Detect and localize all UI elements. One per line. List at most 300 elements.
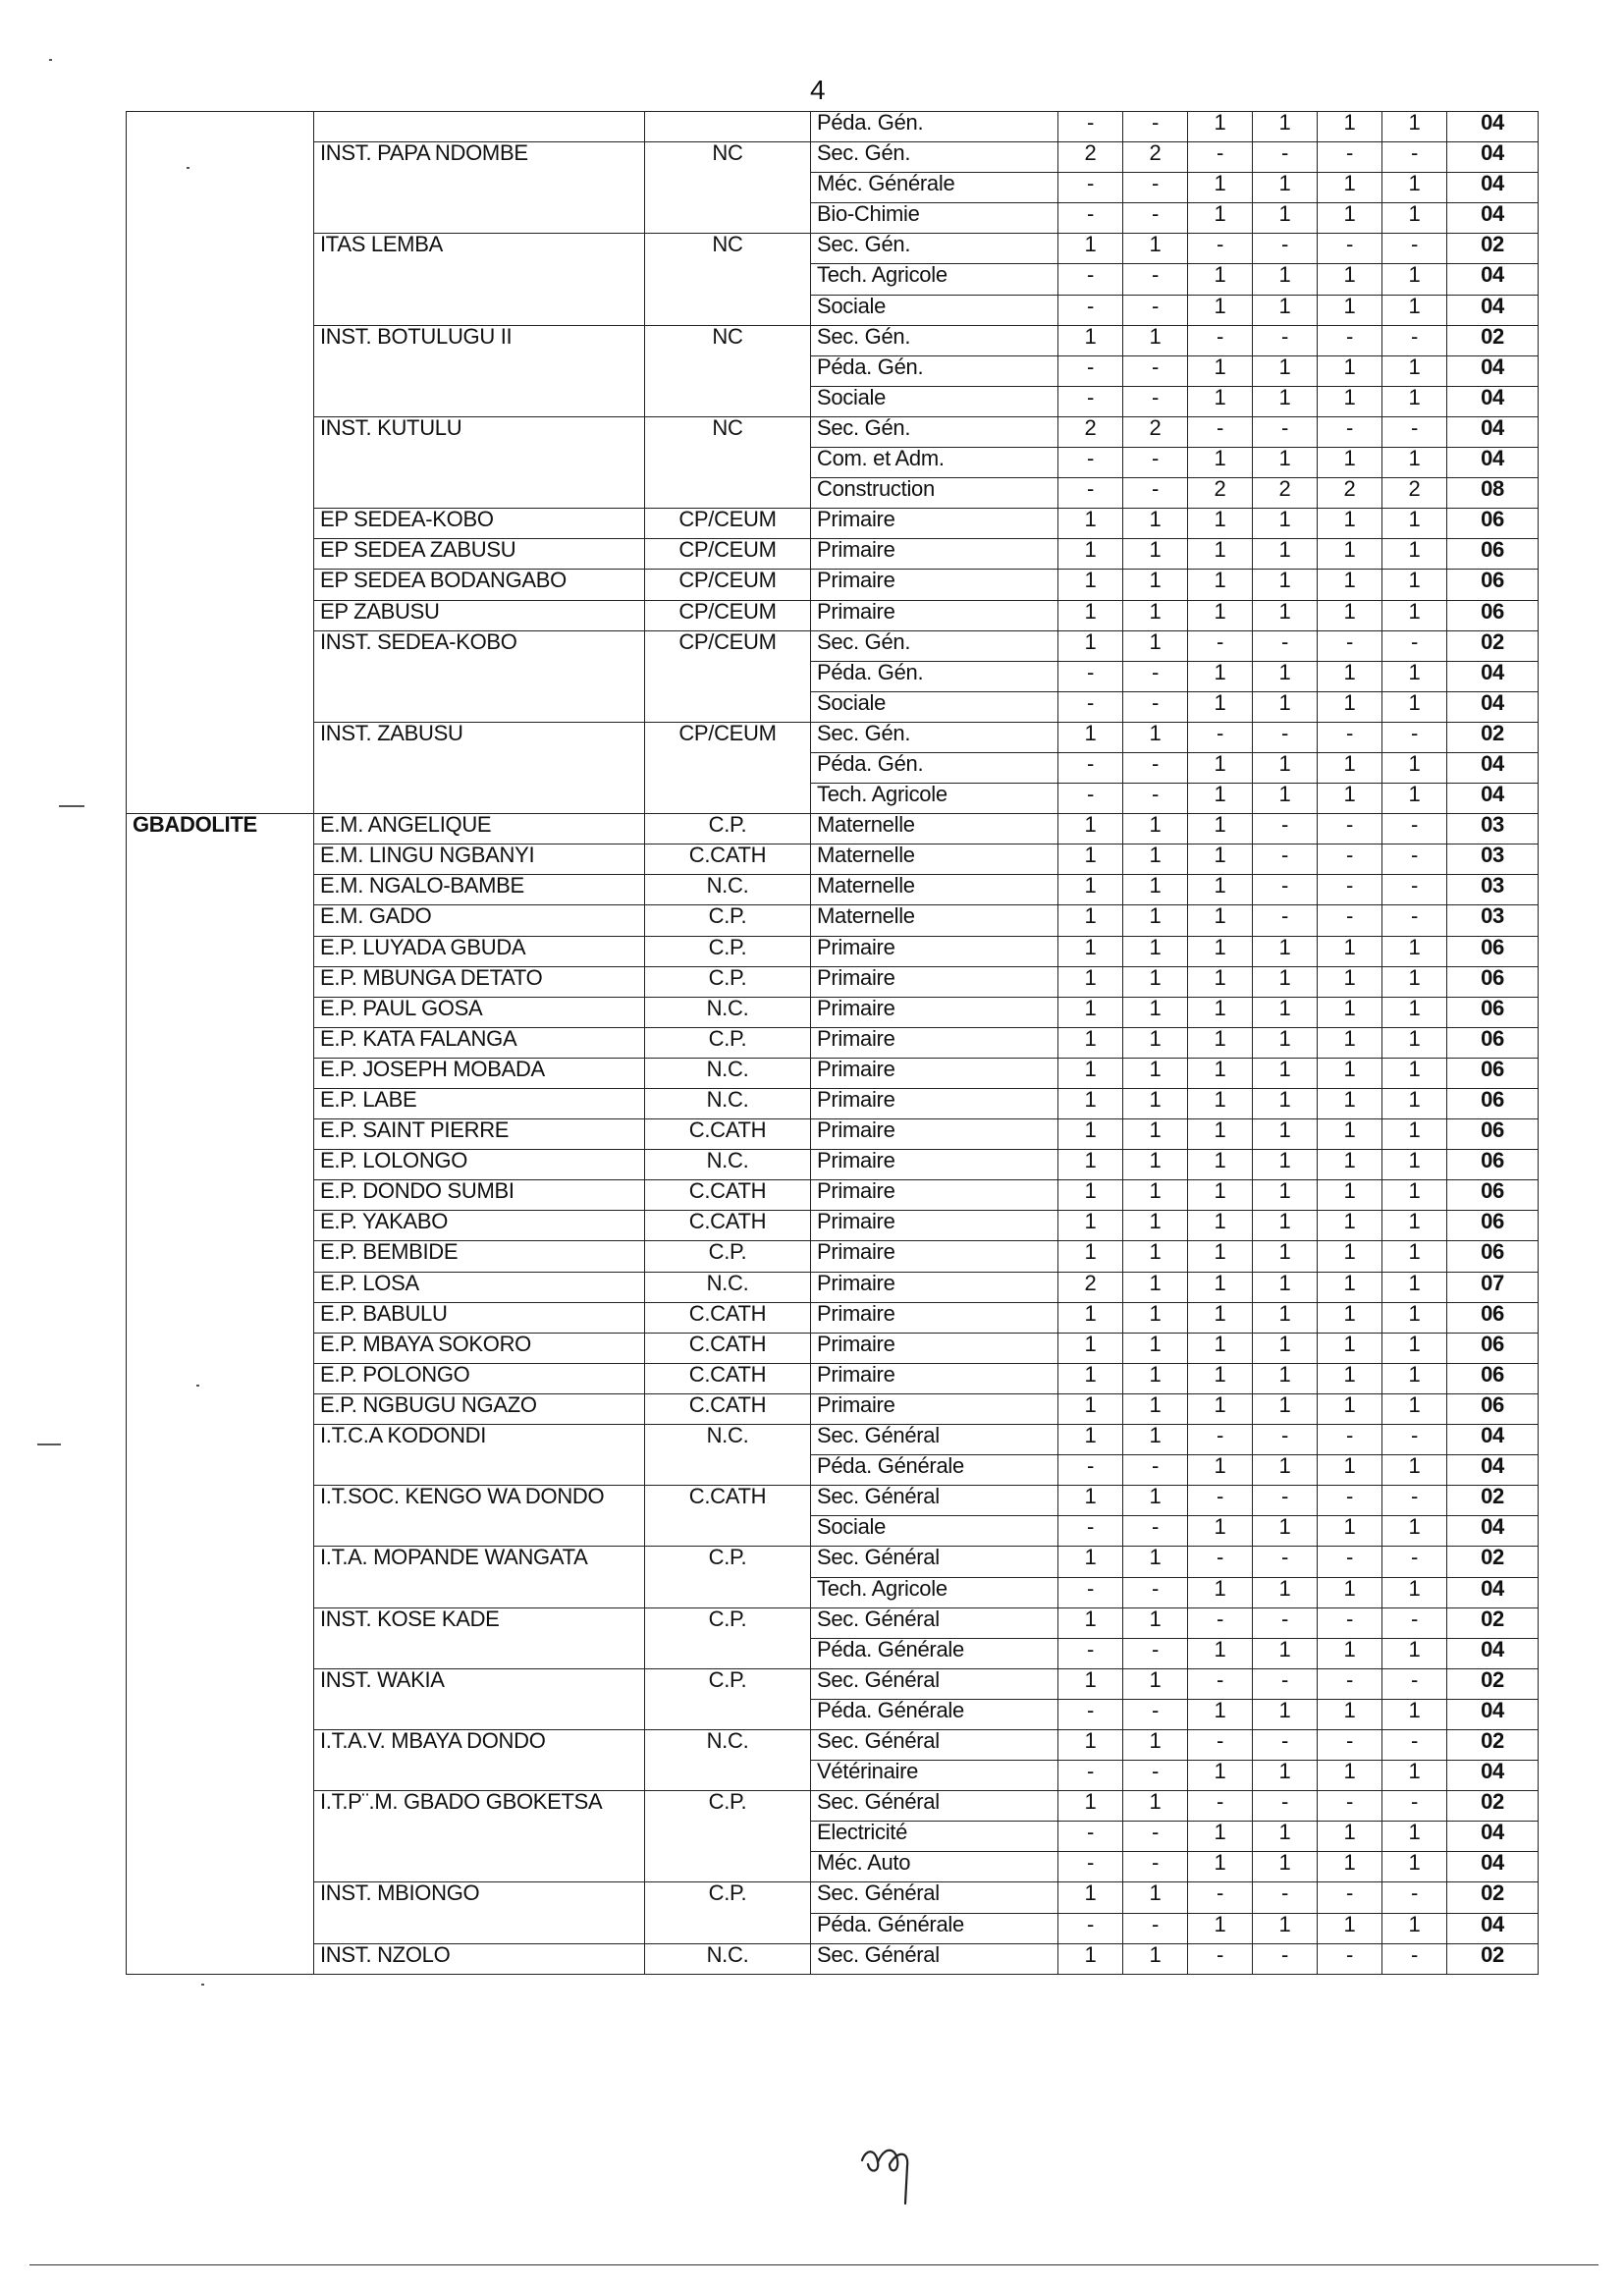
filiere-cell: Maternelle: [811, 875, 1058, 905]
class-count-cell: -: [1058, 112, 1123, 142]
class-count-cell: 1: [1123, 1241, 1188, 1272]
table-row: [127, 1729, 1539, 1760]
filiere-cell: Maternelle: [811, 844, 1058, 875]
class-count-cell: -: [1318, 416, 1382, 447]
class-count-cell: 1: [1318, 1211, 1382, 1241]
class-count-cell: 1: [1123, 1180, 1188, 1211]
class-count-cell: 1: [1123, 325, 1188, 355]
scan-mark: [37, 1444, 61, 1445]
class-count-cell: -: [1253, 630, 1318, 661]
total-cell: 04: [1447, 1699, 1539, 1729]
page-number: 4: [810, 75, 826, 105]
total-cell: 04: [1447, 203, 1539, 234]
filiere-cell: Maternelle: [811, 905, 1058, 936]
school-type-cell: C.P.: [645, 1241, 811, 1272]
class-count-cell: -: [1188, 1607, 1253, 1638]
class-count-cell: -: [1253, 1791, 1318, 1822]
total-cell: 06: [1447, 1089, 1539, 1119]
class-count-cell: 1: [1253, 1638, 1318, 1668]
table-row: [127, 966, 1539, 997]
class-count-cell: -: [1188, 234, 1253, 264]
class-count-cell: -: [1123, 1638, 1188, 1668]
class-count-cell: 1: [1253, 1180, 1318, 1211]
class-count-cell: 1: [1188, 1577, 1253, 1607]
class-count-cell: 1: [1123, 539, 1188, 570]
class-count-cell: 1: [1188, 784, 1253, 814]
class-count-cell: -: [1253, 1425, 1318, 1455]
total-cell: 06: [1447, 539, 1539, 570]
class-count-cell: 1: [1318, 1058, 1382, 1088]
class-count-cell: 1: [1382, 1455, 1447, 1486]
filiere-cell: Primaire: [811, 1241, 1058, 1272]
table-row: [127, 997, 1539, 1027]
filiere-cell: Sec. Gén.: [811, 416, 1058, 447]
class-count-cell: -: [1318, 1882, 1382, 1913]
class-count-cell: 1: [1253, 112, 1318, 142]
table-row: [127, 1150, 1539, 1180]
school-name-cell: E.P. YAKABO: [314, 1211, 645, 1241]
class-count-cell: 1: [1188, 355, 1253, 386]
total-cell: 04: [1447, 173, 1539, 203]
total-cell: 02: [1447, 1547, 1539, 1577]
class-count-cell: 1: [1188, 1913, 1253, 1943]
total-cell: 06: [1447, 1302, 1539, 1333]
total-cell: 04: [1447, 1822, 1539, 1852]
class-count-cell: 1: [1188, 509, 1253, 539]
class-count-cell: 1: [1253, 1089, 1318, 1119]
class-count-cell: -: [1318, 234, 1382, 264]
school-name-cell: E.P. BABULU: [314, 1302, 645, 1333]
class-count-cell: 1: [1318, 1455, 1382, 1486]
class-count-cell: 1: [1188, 1761, 1253, 1791]
school-type-cell: CP/CEUM: [645, 600, 811, 630]
school-name-cell: E.P. LUYADA GBUDA: [314, 936, 645, 966]
total-cell: 06: [1447, 1150, 1539, 1180]
class-count-cell: 1: [1188, 1089, 1253, 1119]
school-type-cell: C.P.: [645, 1882, 811, 1943]
class-count-cell: 1: [1253, 1577, 1318, 1607]
class-count-cell: 1: [1253, 1822, 1318, 1852]
class-count-cell: 1: [1382, 509, 1447, 539]
school-type-cell: NC: [645, 234, 811, 325]
class-count-cell: 1: [1253, 203, 1318, 234]
class-count-cell: -: [1123, 448, 1188, 478]
filiere-cell: Electricité: [811, 1822, 1058, 1852]
class-count-cell: 1: [1318, 1027, 1382, 1058]
class-count-cell: -: [1253, 325, 1318, 355]
class-count-cell: -: [1123, 1455, 1188, 1486]
school-name-cell: E.P. POLONGO: [314, 1363, 645, 1393]
total-cell: 02: [1447, 630, 1539, 661]
total-cell: 04: [1447, 1455, 1539, 1486]
table-row: [127, 1607, 1539, 1638]
school-type-cell: CP/CEUM: [645, 509, 811, 539]
class-count-cell: 1: [1188, 905, 1253, 936]
class-count-cell: 1: [1253, 1027, 1318, 1058]
class-count-cell: 1: [1382, 936, 1447, 966]
school-type-cell: N.C.: [645, 1729, 811, 1790]
class-count-cell: 1: [1058, 905, 1123, 936]
class-count-cell: 1: [1188, 661, 1253, 691]
filiere-cell: Primaire: [811, 1027, 1058, 1058]
school-name-cell: E.P. SAINT PIERRE: [314, 1119, 645, 1150]
class-count-cell: 1: [1123, 905, 1188, 936]
class-count-cell: 1: [1123, 997, 1188, 1027]
filiere-cell: Péda. Gén.: [811, 752, 1058, 783]
class-count-cell: -: [1253, 722, 1318, 752]
class-count-cell: -: [1253, 1547, 1318, 1577]
class-count-cell: 1: [1188, 936, 1253, 966]
table-row: [127, 630, 1539, 661]
school-type-cell: N.C.: [645, 1943, 811, 1974]
filiere-cell: Primaire: [811, 966, 1058, 997]
class-count-cell: -: [1382, 844, 1447, 875]
filiere-cell: Com. et Adm.: [811, 448, 1058, 478]
class-count-cell: 1: [1188, 1027, 1253, 1058]
class-count-cell: -: [1253, 1882, 1318, 1913]
class-count-cell: -: [1123, 1699, 1188, 1729]
class-count-cell: -: [1058, 173, 1123, 203]
region-cell: [127, 112, 314, 814]
school-type-cell: C.P.: [645, 1791, 811, 1882]
class-count-cell: 1: [1382, 600, 1447, 630]
filiere-cell: Sec. Général: [811, 1882, 1058, 1913]
table-row: [127, 1486, 1539, 1516]
class-count-cell: 1: [1058, 1302, 1123, 1333]
class-count-cell: -: [1188, 722, 1253, 752]
class-count-cell: 1: [1382, 752, 1447, 783]
table-row: [127, 844, 1539, 875]
school-type-cell: C.CATH: [645, 1180, 811, 1211]
filiere-cell: Tech. Agricole: [811, 1577, 1058, 1607]
total-cell: 02: [1447, 234, 1539, 264]
class-count-cell: 1: [1188, 1699, 1253, 1729]
filiere-cell: Sociale: [811, 386, 1058, 416]
class-count-cell: 1: [1123, 1882, 1188, 1913]
class-count-cell: 1: [1382, 1180, 1447, 1211]
class-count-cell: -: [1123, 203, 1188, 234]
class-count-cell: 1: [1058, 1486, 1123, 1516]
total-cell: 04: [1447, 1852, 1539, 1882]
total-cell: 03: [1447, 814, 1539, 844]
school-name-cell: E.P. MBAYA SOKORO: [314, 1333, 645, 1363]
class-count-cell: 1: [1318, 1363, 1382, 1393]
class-count-cell: 1: [1188, 1852, 1253, 1882]
class-count-cell: -: [1253, 234, 1318, 264]
class-count-cell: 1: [1382, 355, 1447, 386]
class-count-cell: 1: [1318, 1241, 1382, 1272]
total-cell: 04: [1447, 1577, 1539, 1607]
school-type-cell: N.C.: [645, 1089, 811, 1119]
class-count-cell: 2: [1123, 416, 1188, 447]
class-count-cell: 2: [1058, 142, 1123, 173]
class-count-cell: 1: [1188, 1638, 1253, 1668]
class-count-cell: 1: [1188, 691, 1253, 722]
filiere-cell: Sec. Général: [811, 1607, 1058, 1638]
class-count-cell: 1: [1058, 844, 1123, 875]
class-count-cell: 1: [1188, 264, 1253, 295]
school-type-cell: C.CATH: [645, 1119, 811, 1150]
class-count-cell: -: [1123, 478, 1188, 509]
class-count-cell: 1: [1188, 1058, 1253, 1088]
school-name-cell: INST. KOSE KADE: [314, 1607, 645, 1668]
class-count-cell: 1: [1318, 661, 1382, 691]
class-count-cell: -: [1253, 1943, 1318, 1974]
class-count-cell: 1: [1318, 355, 1382, 386]
class-count-cell: 2: [1188, 478, 1253, 509]
school-name-cell: E.M. GADO: [314, 905, 645, 936]
class-count-cell: -: [1123, 1761, 1188, 1791]
class-count-cell: 1: [1318, 539, 1382, 570]
school-type-cell: [645, 112, 811, 142]
filiere-cell: Construction: [811, 478, 1058, 509]
class-count-cell: -: [1318, 630, 1382, 661]
class-count-cell: -: [1188, 1729, 1253, 1760]
table-row: [127, 416, 1539, 447]
total-cell: 06: [1447, 570, 1539, 600]
class-count-cell: -: [1058, 1822, 1123, 1852]
class-count-cell: 1: [1318, 1699, 1382, 1729]
filiere-cell: Primaire: [811, 1272, 1058, 1302]
class-count-cell: 1: [1188, 966, 1253, 997]
class-count-cell: 1: [1382, 1150, 1447, 1180]
table-row: [127, 905, 1539, 936]
class-count-cell: 1: [1318, 1150, 1382, 1180]
class-count-cell: 1: [1382, 1852, 1447, 1882]
filiere-cell: Méc. Générale: [811, 173, 1058, 203]
class-count-cell: -: [1188, 1882, 1253, 1913]
class-count-cell: -: [1318, 1425, 1382, 1455]
filiere-cell: Primaire: [811, 1302, 1058, 1333]
class-count-cell: 1: [1318, 1180, 1382, 1211]
class-count-cell: -: [1318, 1668, 1382, 1699]
school-type-cell: C.P.: [645, 1027, 811, 1058]
class-count-cell: -: [1382, 905, 1447, 936]
filiere-cell: Sec. Gén.: [811, 325, 1058, 355]
total-cell: 04: [1447, 295, 1539, 325]
class-count-cell: 1: [1058, 1363, 1123, 1393]
class-count-cell: 1: [1058, 1668, 1123, 1699]
class-count-cell: 1: [1382, 264, 1447, 295]
class-count-cell: -: [1318, 844, 1382, 875]
table-row: [127, 1547, 1539, 1577]
class-count-cell: 1: [1058, 570, 1123, 600]
class-count-cell: -: [1058, 203, 1123, 234]
filiere-cell: Primaire: [811, 1180, 1058, 1211]
filiere-cell: Péda. Générale: [811, 1699, 1058, 1729]
school-type-cell: N.C.: [645, 1058, 811, 1088]
class-count-cell: -: [1188, 1943, 1253, 1974]
class-count-cell: 1: [1123, 1363, 1188, 1393]
filiere-cell: Primaire: [811, 539, 1058, 570]
total-cell: 06: [1447, 1058, 1539, 1088]
class-count-cell: 1: [1318, 1577, 1382, 1607]
table-row: [127, 1302, 1539, 1333]
class-count-cell: 1: [1318, 1393, 1382, 1424]
school-name-cell: E.M. ANGELIQUE: [314, 814, 645, 844]
class-count-cell: 1: [1253, 1119, 1318, 1150]
class-count-cell: 1: [1058, 966, 1123, 997]
class-count-cell: 1: [1058, 1547, 1123, 1577]
class-count-cell: 1: [1382, 1577, 1447, 1607]
class-count-cell: 1: [1253, 509, 1318, 539]
class-count-cell: -: [1253, 875, 1318, 905]
class-count-cell: 1: [1188, 112, 1253, 142]
class-count-cell: 1: [1188, 1119, 1253, 1150]
class-count-cell: 1: [1253, 1302, 1318, 1333]
class-count-cell: -: [1382, 875, 1447, 905]
school-name-cell: I.T.A. MOPANDE WANGATA: [314, 1547, 645, 1607]
class-count-cell: 1: [1318, 600, 1382, 630]
class-count-cell: 1: [1382, 691, 1447, 722]
class-count-cell: 1: [1382, 1516, 1447, 1547]
class-count-cell: -: [1058, 1852, 1123, 1882]
class-count-cell: -: [1058, 1455, 1123, 1486]
class-count-cell: 1: [1253, 1913, 1318, 1943]
class-count-cell: 1: [1058, 1943, 1123, 1974]
schools-table: [126, 111, 1539, 1975]
class-count-cell: 1: [1253, 1455, 1318, 1486]
school-type-cell: C.P.: [645, 1668, 811, 1729]
class-count-cell: 1: [1318, 997, 1382, 1027]
class-count-cell: 1: [1188, 1211, 1253, 1241]
class-count-cell: 1: [1253, 264, 1318, 295]
class-count-cell: -: [1123, 1852, 1188, 1882]
school-type-cell: C.CATH: [645, 1211, 811, 1241]
class-count-cell: -: [1123, 784, 1188, 814]
class-count-cell: 1: [1253, 691, 1318, 722]
total-cell: 04: [1447, 386, 1539, 416]
class-count-cell: 1: [1253, 355, 1318, 386]
class-count-cell: 1: [1253, 386, 1318, 416]
school-name-cell: INST. KUTULU: [314, 416, 645, 508]
class-count-cell: 1: [1123, 1393, 1188, 1424]
class-count-cell: 1: [1253, 1699, 1318, 1729]
class-count-cell: -: [1382, 416, 1447, 447]
school-name-cell: ITAS LEMBA: [314, 234, 645, 325]
class-count-cell: 1: [1253, 570, 1318, 600]
class-count-cell: 1: [1253, 1150, 1318, 1180]
school-type-cell: N.C.: [645, 875, 811, 905]
filiere-cell: Primaire: [811, 1119, 1058, 1150]
class-count-cell: -: [1382, 630, 1447, 661]
class-count-cell: 1: [1318, 1761, 1382, 1791]
class-count-cell: -: [1058, 1638, 1123, 1668]
class-count-cell: 1: [1058, 1027, 1123, 1058]
school-type-cell: C.P.: [645, 936, 811, 966]
class-count-cell: -: [1188, 1425, 1253, 1455]
school-type-cell: N.C.: [645, 997, 811, 1027]
class-count-cell: 1: [1382, 1822, 1447, 1852]
class-count-cell: 1: [1188, 1822, 1253, 1852]
class-count-cell: -: [1318, 142, 1382, 173]
signature: [854, 2139, 943, 2207]
school-type-cell: C.P.: [645, 1607, 811, 1668]
class-count-cell: 1: [1188, 844, 1253, 875]
filiere-cell: Sociale: [811, 295, 1058, 325]
school-name-cell: INST. PAPA NDOMBE: [314, 142, 645, 234]
class-count-cell: 1: [1382, 570, 1447, 600]
class-count-cell: -: [1382, 325, 1447, 355]
class-count-cell: 1: [1382, 295, 1447, 325]
total-cell: 06: [1447, 1119, 1539, 1150]
class-count-cell: -: [1058, 478, 1123, 509]
filiere-cell: Sec. Général: [811, 1425, 1058, 1455]
filiere-cell: Sec. Gén.: [811, 722, 1058, 752]
school-type-cell: C.CATH: [645, 1363, 811, 1393]
class-count-cell: 1: [1058, 1393, 1123, 1424]
class-count-cell: 1: [1318, 752, 1382, 783]
filiere-cell: Primaire: [811, 1393, 1058, 1424]
total-cell: 04: [1447, 661, 1539, 691]
table-row: [127, 1241, 1539, 1272]
class-count-cell: -: [1058, 1577, 1123, 1607]
class-count-cell: 1: [1058, 1791, 1123, 1822]
table-row: [127, 325, 1539, 355]
class-count-cell: -: [1382, 1791, 1447, 1822]
class-count-cell: 2: [1382, 478, 1447, 509]
class-count-cell: 1: [1123, 234, 1188, 264]
class-count-cell: 1: [1058, 1180, 1123, 1211]
school-name-cell: INST. MBIONGO: [314, 1882, 645, 1943]
class-count-cell: -: [1058, 386, 1123, 416]
class-count-cell: 1: [1318, 1638, 1382, 1668]
filiere-cell: Primaire: [811, 936, 1058, 966]
table-row: [127, 234, 1539, 264]
school-name-cell: [314, 112, 645, 142]
class-count-cell: 2: [1058, 416, 1123, 447]
school-name-cell: EP SEDEA ZABUSU: [314, 539, 645, 570]
class-count-cell: -: [1382, 1729, 1447, 1760]
total-cell: 04: [1447, 1638, 1539, 1668]
class-count-cell: -: [1318, 325, 1382, 355]
filiere-cell: Primaire: [811, 1211, 1058, 1241]
class-count-cell: 1: [1382, 1302, 1447, 1333]
table-row: [127, 539, 1539, 570]
class-count-cell: 1: [1318, 966, 1382, 997]
class-count-cell: 1: [1253, 661, 1318, 691]
school-type-cell: C.P.: [645, 1547, 811, 1607]
class-count-cell: 1: [1123, 1211, 1188, 1241]
class-count-cell: 1: [1382, 1333, 1447, 1363]
class-count-cell: 2: [1253, 478, 1318, 509]
class-count-cell: 1: [1253, 1393, 1318, 1424]
total-cell: 02: [1447, 325, 1539, 355]
total-cell: 02: [1447, 1607, 1539, 1638]
table-row: [127, 1393, 1539, 1424]
filiere-cell: Primaire: [811, 1089, 1058, 1119]
filiere-cell: Péda. Générale: [811, 1638, 1058, 1668]
class-count-cell: -: [1253, 416, 1318, 447]
class-count-cell: 1: [1318, 173, 1382, 203]
class-count-cell: 1: [1253, 1761, 1318, 1791]
class-count-cell: 1: [1058, 1089, 1123, 1119]
class-count-cell: -: [1318, 1943, 1382, 1974]
class-count-cell: -: [1382, 722, 1447, 752]
class-count-cell: 1: [1188, 203, 1253, 234]
scan-mark: [59, 805, 84, 807]
total-cell: 06: [1447, 966, 1539, 997]
class-count-cell: 1: [1382, 539, 1447, 570]
class-count-cell: -: [1318, 905, 1382, 936]
class-count-cell: 1: [1123, 1333, 1188, 1363]
class-count-cell: -: [1123, 1577, 1188, 1607]
total-cell: 04: [1447, 1761, 1539, 1791]
class-count-cell: 1: [1123, 1425, 1188, 1455]
filiere-cell: Sec. Général: [811, 1547, 1058, 1577]
class-count-cell: -: [1382, 1882, 1447, 1913]
class-count-cell: 1: [1058, 509, 1123, 539]
